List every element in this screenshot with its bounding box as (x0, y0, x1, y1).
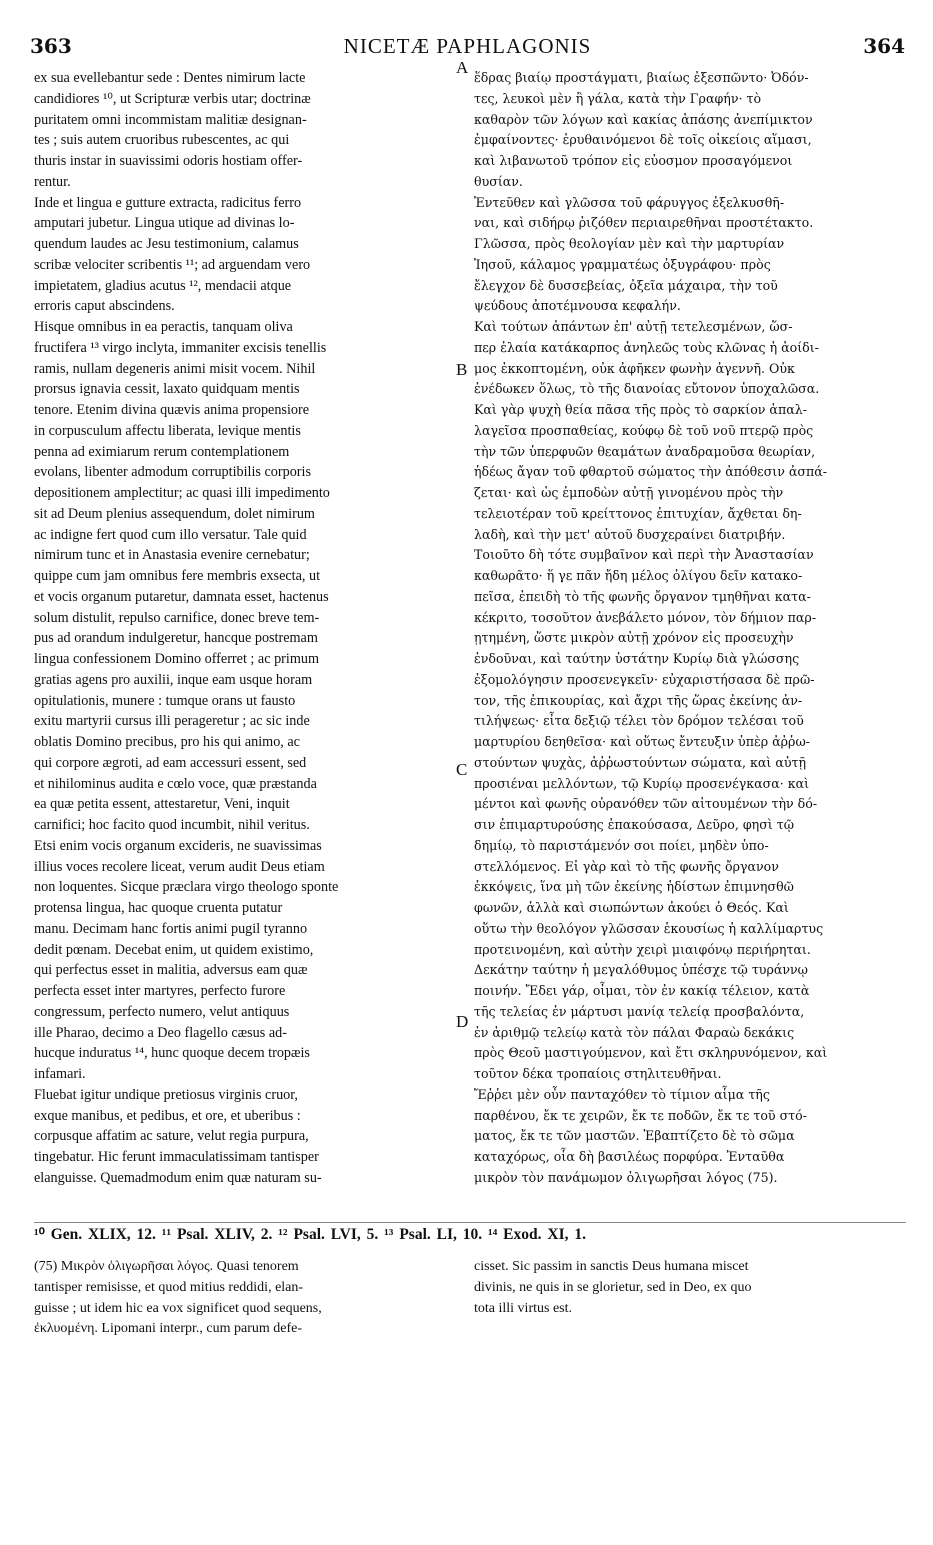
greek-text-line: Ἔῤῥει μὲν οὖν πανταχόθεν τὸ τίμιον αἷμα τῆς (474, 1086, 770, 1102)
latin-text-line: Etsi enim vocis organum excideris, ne suavissimas (34, 837, 322, 854)
latin-text-line: erroris caput abscindens. (34, 298, 175, 315)
latin-text-line: infamari. (34, 1066, 86, 1082)
latin-text-line: tenore. Etenim divina quævis anima propensiore (34, 402, 310, 418)
greek-text-line: Ἐντεῦθεν καὶ γλῶσσα τοῦ φάρυγγος ἐξελκυσθῆ- (474, 194, 785, 210)
greek-text-line: τον, τῆς ἐπικουρίας, καὶ ἄχρι τῆς ὥρας ἐκείνης ἀν- (474, 692, 803, 708)
greek-text-line: ζεται· καὶ ὡς ἐμποδὼν αὐτῇ γινομένου πρὸς τὴν (474, 485, 784, 500)
greek-text-line: τες, λευκοὶ μὲν ἢ γάλα, κατὰ τὴν Γραφήν· τὸ (474, 90, 762, 106)
latin-text-line: opitulationis, munere : tumque orans ut fausto (34, 692, 296, 709)
greek-text-line: ματος, ἔκ τε τῶν μαστῶν. Ἐβαπτίζετο δὲ τὸ σῶμα (474, 1128, 795, 1144)
section-marker-a: A (456, 58, 469, 77)
greek-text-line: ῃτημένη, ὥστε μικρὸν αὐτῇ χρόνον εἰς προσευχὴν (474, 630, 794, 646)
latin-text-line: et vocis organum putaretur, damnata esset, hactenus (34, 588, 329, 605)
latin-text-line: solum distulit, repulso carnifice, donec breve tem- (34, 609, 320, 626)
footnote-line: guisse ; ut idem hic ea vox significet quod sequens, (34, 1300, 322, 1316)
latin-text-line: lingua confessionem Domino offerret ; ac primum (34, 651, 319, 667)
latin-text-line: evolans, libenter admodum corruptibilis corporis (34, 464, 311, 481)
section-marker-c: C (456, 760, 468, 779)
greek-text-line: λαδὴ, καὶ τὴν μετ' αὐτοῦ δυσχεραίνει διατριβήν. (474, 526, 786, 542)
greek-text-line: Καὶ γὰρ ψυχὴ θεία πᾶσα τῆς πρὸς τὸ σαρκίον ἀπαλ- (474, 402, 807, 417)
greek-text-line: ποινήν. Ἔδει γάρ, οἶμαι, τὸν ἐν κακίᾳ τέλειον, κατὰ (474, 983, 810, 998)
latin-text-line: manu. Decimam hanc fortis animi pugil tyranno (34, 920, 308, 937)
latin-text-line: corpusque affatim ac sature, velut regia purpura, (34, 1128, 309, 1145)
greek-column (474, 68, 906, 1189)
greek-text-line: πρὸς Θεοῦ μαστιγούμενον, καὶ ἔτι σκληρυνόμενον, καὶ (474, 1045, 828, 1061)
latin-text-line: perfecta esset inter martyres, perfecto furore (34, 983, 286, 999)
greek-text-line: καθαρὸν τῶν λόγων καὶ κακίας ἁπάσης ἀνεπίμικτον (474, 111, 813, 127)
latin-text-line: in corpusculum affectu liberata, levique mentis (34, 422, 301, 439)
latin-text-line: congressum, perfecto numero, velut antiquus (34, 1003, 290, 1020)
latin-text-line: sit ad Deum plenius assequendum, dolet nimirum (34, 505, 315, 522)
greek-text-line: προσιέναι μελλόντων, τῷ Κυρίῳ προσενέγκασα· καὶ (474, 775, 810, 791)
greek-text-line: Καὶ τούτων ἁπάντων ἐπ' αὐτῇ τετελεσμένων, ὥσ- (474, 319, 793, 334)
latin-text-line: exitu martyrii cursus illi perageretur ; ac sic inde (34, 713, 310, 730)
greek-text-line: Τοιοῦτο δὴ τότε συμβαῖνον καὶ περὶ τὴν Ἀναστασίαν (474, 547, 814, 563)
greek-text-line: μικρὸν τὸν πανάμωμον ὀλιγωρῆσαι λόγος (75). (474, 1169, 778, 1185)
latin-text-line: Inde et lingua e gutture extracta, radicitus ferro (34, 194, 302, 211)
latin-text-line: tes ; suis autem cruoribus rubescentes, ac qui (34, 132, 290, 149)
latin-text-line: penna ad eximiarum rerum contemplationem (34, 443, 290, 460)
latin-text-line: pus ad orandum indulgeretur, hancque postremam (34, 630, 318, 647)
latin-text-line: et nihilominus audita e cœlo voce, quæ præstanda (34, 775, 317, 792)
greek-text-line: τιλήψεως· εἶτα δεξιῷ τέλει τὸν δρόμον τελέσαι τοῦ (474, 713, 804, 729)
greek-text-line: λαγεῖσα προσπαθείας, κούφῳ δὲ τοῦ νοῦ πτερῷ πρὸς (474, 422, 814, 438)
latin-text-line: ille Pharao, decimo a Deo flagello cæsus ad- (34, 1024, 287, 1041)
latin-text-line: illius voces recolere liceat, verum audit Deus etiam (34, 858, 325, 875)
greek-text-line: καταχόρως, οἷα δὴ βασιλέως πορφύρα. Ἐνταῦθα (474, 1149, 785, 1164)
greek-text-line: ἐξομολόγησιν προσενεγκεῖν· εὐχαριστήσασα δὲ πρῶ- (474, 671, 815, 687)
greek-text-line: τὴν τῶν ὑπερφυῶν θεαμάτων ἀναδραμοῦσα θεωρίαν, (474, 443, 816, 459)
greek-text-line: κέκριτο, τοσοῦτον ἀνεβάλετο μόνον, τὸν δήμιον παρ- (474, 609, 817, 625)
greek-text-line: τοῦτον δέκα τροπαίοις στηλιτευθῆναι. (474, 1066, 722, 1081)
latin-text-line: dedit pœnam. Decebat enim, ut quidem existimo, (34, 941, 314, 958)
latin-text-line: prorsus ignavia cessit, laxato quidquam mentis (34, 381, 300, 398)
greek-text-line: ἐκκόψεις, ἵνα μὴ τῶν ἐκείνης ἡδίστων ἐπιμνησθῶ (474, 879, 794, 895)
latin-text-line: ac indigne fert quod cum illo versatur. Tale quid (34, 526, 307, 543)
latin-text-line: depositionem amplectitur; ac quasi illi impedimento (34, 485, 330, 501)
footnote-line: divinis, ne quis in se glorietur, sed in Deo, ex quo (474, 1279, 752, 1295)
greek-text-line: ἐνέδωκεν ὅλως, τὸ τῆς διανοίας εὔτονον ὑποχαλῶσα. (474, 381, 820, 397)
running-title: NICETÆ PAPHLAGONIS (343, 34, 592, 58)
greek-text-line: μέντοι καὶ φωνῆς οὐρανόθεν τῶν αἰτουμένων τὴν δό- (474, 796, 818, 812)
greek-text-line: μαρτυρίου δεηθεῖσα· καὶ οὕτως ἔντευξιν ὑπὲρ ἀῤῥω- (474, 734, 810, 749)
latin-text-line: quippe cum jam omnibus fere membris exsecta, ut (34, 568, 321, 584)
greek-text-line: φωνῶν, ἀλλὰ καὶ σιωπώντων ἀκούει ὁ Θεός. Καὶ (474, 900, 789, 915)
latin-text-line: puritatem omni incommistam malitiæ designan- (34, 111, 307, 128)
greek-text-line: πεῖσα, ἐπειδὴ τὸ τῆς φωνῆς ὄργανον τμηθῆναι κατα- (474, 588, 811, 604)
latin-text-line: elanguisse. Quemadmodum enim quæ naturam su- (34, 1169, 322, 1186)
greek-text-line: τελειοτέραν τοῦ κρείττονος ἐπιτυχίαν, ἄχθεται δη- (474, 505, 802, 521)
latin-text-line: non loquentes. Sicque præclara virgo theologo sponte (34, 879, 339, 896)
greek-text-line: στελλόμενος. Εἰ γὰρ καὶ τὸ τῆς φωνῆς ὄργανον (474, 858, 779, 874)
greek-text-line: Δεκάτην ταύτην ἡ μεγαλόθυμος ὑπέσχε τῷ τυράννῳ (474, 962, 808, 978)
footnote-line: ἐκλυομένη. Lipomani interpr., cum parum defe- (34, 1321, 303, 1337)
greek-text-line: Γλῶσσα, πρὸς θεολογίαν μὲν καὶ τὴν μαρτυρίαν (474, 236, 785, 251)
greek-text-line: μος ἐκκοπτομένη, οὐκ ἀφῆκεν φωνὴν ἀγεννῆ. Οὐκ (474, 360, 795, 376)
latin-text-line: carnifici; hoc facito quod incumbit, nihil veritus. (34, 817, 310, 833)
greek-text-line: καθωρᾶτο· ἥ γε πᾶν ἤδη μέλος ὀλίγου δεῖν κατακο- (474, 568, 803, 583)
greek-text-line: σιν ἐπιμαρτυρούσης ἐπακούσασα, Δεῦρο, φησὶ τῷ (474, 817, 794, 832)
page-number-left: 363 (30, 34, 72, 58)
greek-text-line: ἐμφαίνοντες· ἐρυθαινόμενοι δὲ τοῖς οἰκείοις αἵμασι, (474, 132, 812, 148)
footnote-right (474, 1258, 906, 1320)
latin-text-line: ea quæ petita essent, attestaretur, Veni, inquit (34, 796, 290, 813)
greek-text-line: οὕτω τὴν θεολόγον γλῶσσαν ἑκουσίως ἡ καλλίμαρτυς (474, 920, 824, 936)
latin-text-line: quendum laudes ac Jesu testimonium, calamus (34, 236, 299, 252)
section-marker-b: B (456, 360, 468, 379)
section-marker-d: D (456, 1012, 469, 1031)
footnote-line: cisset. Sic passim in sanctis Deus humana miscet (474, 1259, 749, 1274)
latin-text-line: protensa lingua, hac quoque cruenta putatur (34, 900, 283, 916)
latin-text-line: impietatem, gladius acutus ¹², mendacii atque (34, 277, 292, 294)
greek-text-line: προτεινομένη, καὶ αὐτὴν χειρὶ μιαιφόνῳ περιήρηται. (474, 941, 811, 957)
greek-text-line: Ἰησοῦ, κάλαμος γραμματέως ὀξυγράφου· πρὸς (474, 256, 771, 272)
greek-text-line: ἐνδοῦναι, καὶ ταύτην ὑστάτην Κυρίῳ διὰ γλώσσης (474, 651, 800, 666)
latin-text-line: scribæ velociter scribentis ¹¹; ad arguendam vero (34, 256, 311, 273)
greek-text-line: καὶ λιβανωτοῦ τρόπον εἰς εὐοσμον προσαγόμενοι (474, 153, 793, 168)
latin-text-line: qui perfectus esset in malitia, adversus eam quæ (34, 962, 308, 979)
latin-text-line: amputari jubetur. Lingua utique ad divinas lo- (34, 215, 295, 232)
footnote-line: tota illi virtus est. (474, 1300, 572, 1316)
greek-text-line: ἕδρας βιαίῳ προστάγματι, βιαίως ἐξεσπῶντο· Ὀδόν- (474, 70, 809, 85)
latin-text-line: tingebatur. Hic ferunt immaculatissimam tantisper (34, 1149, 319, 1165)
greek-text-line: στούντων ψυχὰς, ἀῤῥωστούντων σώματα, καὶ αὐτῇ (474, 754, 807, 770)
footnote-line: (75) Μικρὸν ὀλιγωρῆσαι λόγος. Quasi tenorem (34, 1259, 299, 1274)
greek-text-line: ἐν ἀριθμῷ τελείῳ κατὰ τὸν πάλαι Φαραὼ δεκάκις (474, 1024, 795, 1040)
greek-text-line: ναι, καὶ σιδήρῳ ῥιζόθεν περιαιρεθῆναι προστέτακτο. (474, 215, 814, 231)
footnote-left (34, 1258, 452, 1341)
latin-text-line: ramis, nullam degeneris animi misit vocem. Nihil (34, 360, 316, 377)
latin-text-line: hucque induratus ¹⁴, hunc quoque decem tropæis (34, 1045, 310, 1062)
greek-text-line: δημίῳ, τὸ παριστάμενόν σοι ποίει, μηδὲν ὑπο- (474, 837, 769, 853)
latin-text-line: Hisque omnibus in ea peractis, tanquam oliva (34, 319, 293, 335)
latin-column (34, 68, 452, 1189)
latin-text-line: fructifera ¹³ virgo inclyta, immaniter excisis tenellis (34, 339, 327, 356)
latin-text-line: nimirum tunc et in Anastasia evenire cernebatur; (34, 547, 310, 564)
footnote-divider (34, 1222, 906, 1223)
greek-text-line: τῆς τελείας ἐν μάρτυσι μανίᾳ τελείᾳ προσβαλόντα, (474, 1003, 805, 1019)
page-number-right: 364 (863, 34, 905, 58)
latin-text-line: ex sua evellebantur sede : Dentes nimirum lacte (34, 70, 306, 86)
latin-text-line: candidiores ¹⁰, ut Scripturæ verbis utar; doctrinæ (34, 90, 311, 107)
greek-text-line: παρθένου, ἔκ τε χειρῶν, ἔκ τε ποδῶν, ἔκ τε τοῦ στό- (474, 1107, 807, 1123)
greek-text-line: ἔλεγχον δὲ δυσσεβείας, ὀξεῖα μάχαιρα, τὴν τοῦ (474, 277, 778, 293)
greek-text-line: περ ἐλαία κατάκαρπος ἀνηλεῶς τοὺς κλῶνας ἡ ἀοίδι- (474, 339, 819, 355)
latin-text-line: thuris instar in suavissimi odoris hostiam offer- (34, 153, 303, 169)
greek-text-line: ἡδέως ἄγαν τοῦ φθαρτοῦ σώματος τὴν ἀπόθεσιν ἀσπά- (474, 464, 828, 480)
latin-text-line: gratias agens pro auxilii, inque eam usque horam (34, 671, 313, 688)
latin-text-line: qui corpore ægroti, ad eam accessuri essent, sed (34, 754, 307, 771)
greek-text-line: ψεύδους ἀποτέμνουσα κεφαλήν. (474, 298, 681, 314)
latin-text-line: oblatis Domino precibus, pro his qui animo, ac (34, 734, 300, 750)
latin-text-line: exque manibus, et pedibus, et ore, et uberibus : (34, 1107, 301, 1124)
footnote-line: tantisper remisisse, et quod mitius reddidi, elan- (34, 1279, 304, 1295)
latin-text-line: rentur. (34, 173, 71, 190)
scripture-references: ¹⁰ Gen. XLIX, 12. ¹¹ Psal. XLIV, 2. ¹² Psal. LVI, 5. ¹³ Psal. LI, 10. ¹⁴ Exod. XI, 1. (34, 1226, 586, 1243)
latin-text-line: Fluebat igitur undique pretiosus virginis cruor, (34, 1086, 298, 1103)
greek-text-line: θυσίαν. (474, 173, 523, 189)
